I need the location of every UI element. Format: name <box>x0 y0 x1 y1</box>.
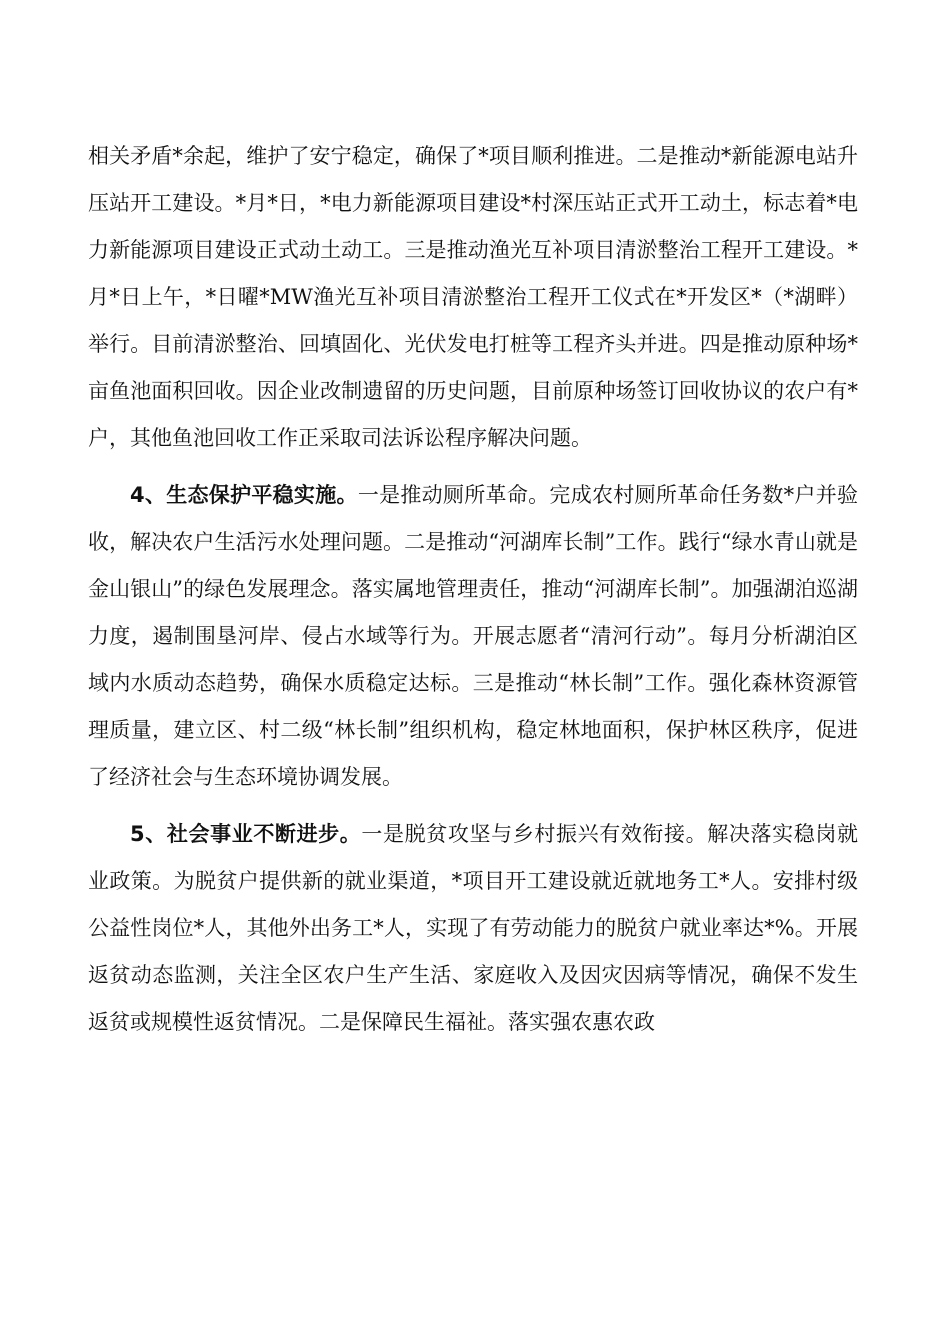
paragraph-social <box>88 811 858 1046</box>
section-heading-social: 5、社会事业不断进步。 <box>130 822 362 846</box>
paragraph-text: 一是推动厕所革命。完成农村厕所革命任务数*户并验收，解决农户生活污水处理问题。二是推动“河湖库长制”工作。践行“绿水青山就是金山银山”的绿色发展理念。落实属地管理责任，推动“河湖库长制”。加强湖泊巡湖力度，遏制围垦河岸、侵占水域等行为。开展志愿者“清河行动”。每月分析湖泊区域内水质动态趋势，确保水质稳定达标。三是推动“林长制”工作。强化森林资源管理质量，建立区、村二级“林长制”组织机构，稳定林地面积，保护林区秩序，促进了经济社会与生态环境协调发展。 <box>88 483 858 789</box>
paragraph-text: 相关矛盾*余起，维护了安宁稳定，确保了*项目顺利推进。二是推动*新能源电站升压站开工建设。*月*日，*电力新能源项目建设*村深压站正式开工动土，标志着*电力新能源项目建设正式动土动工。三是推动渔光互补项目清淤整治工程开工建设。*月*日上午，*日曜*MW渔光互补项目清淤整治工程开工仪式在*开发区*（*湖畔）举行。目前清淤整治、回填固化、光伏发电打桩等工程齐头并进。四是推动原种场*亩鱼池面积回收。因企业改制遗留的历史问题，目前原种场签订回收协议的农户有*户，其他鱼池回收工作正采取司法诉讼程序解决问题。 <box>88 144 858 450</box>
paragraph-continuation <box>88 133 858 462</box>
paragraph-ecology <box>88 472 858 801</box>
document-body <box>88 133 858 1046</box>
paragraph-text: 一是脱贫攻坚与乡村振兴有效衔接。解决落实稳岗就业政策。为脱贫户提供新的就业渠道，*项目开工建设就近就地务工*人。安排村级公益性岗位*人，其他外出务工*人，实现了有劳动能力的脱贫户就业率达*%。开展返贫动态监测，关注全区农户生产生活、家庭收入及因灾因病等情况，确保不发生返贫或规模性返贫情况。二是保障民生福祉。落实强农惠农政 <box>88 822 858 1034</box>
section-heading-ecology: 4、生态保护平稳实施。 <box>130 483 358 507</box>
